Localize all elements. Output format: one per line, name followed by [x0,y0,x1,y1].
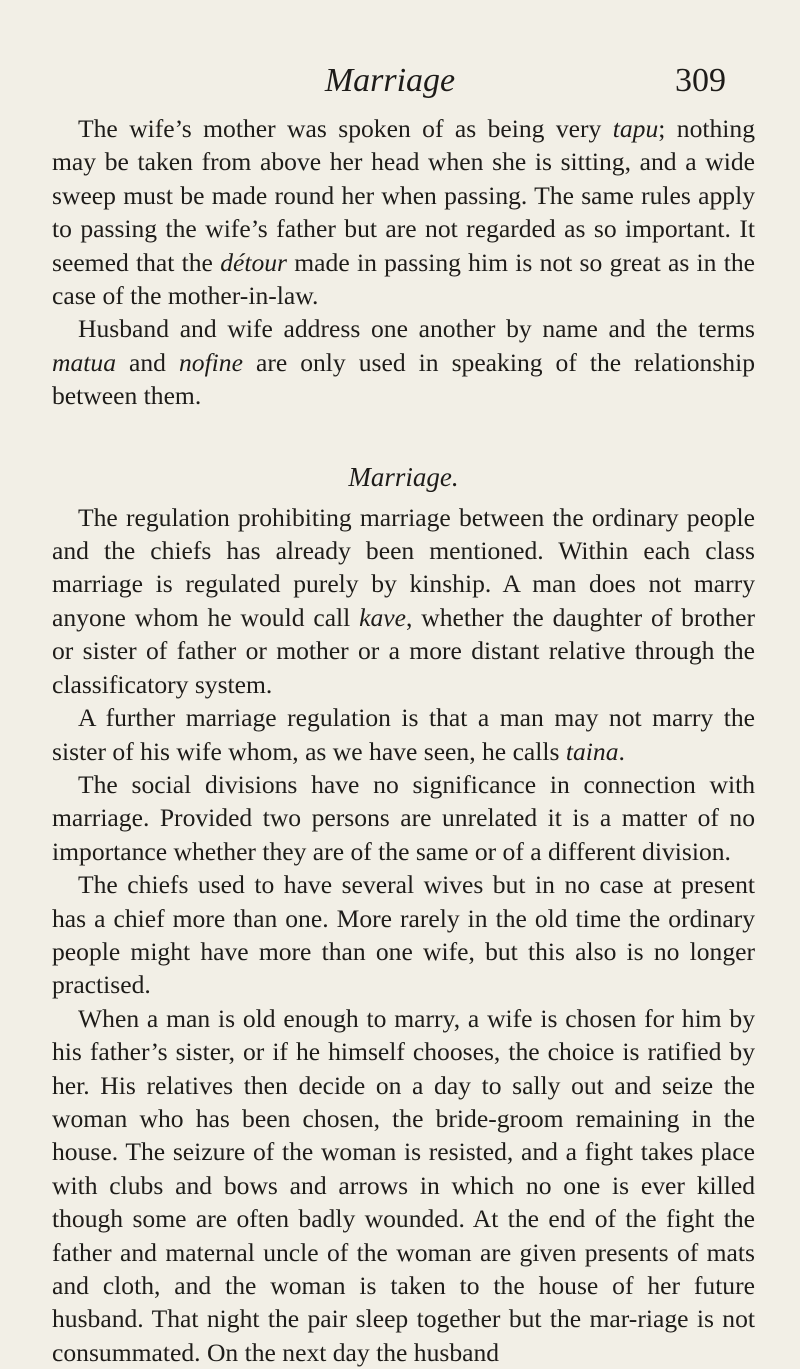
paragraph [52,868,755,1002]
italic-term: matua [52,347,116,377]
italic-term: nofine [178,347,243,377]
text-run: made in passing him is not so great as in the case of the mother-in-law. [52,247,755,311]
italic-term: kave [359,602,406,632]
page-number: 309 [675,62,726,99]
text-run: The social divisions have no significance in connection with marriage. Provided two persons are unrelated it is a matter of no importance whether they are of the same or of a different division. [52,769,755,866]
paragraph [52,312,755,412]
text-run: , whether the daughter of brother or sister of father or mother or a more distant relative through the classificatory system. [52,602,755,699]
text-run: The chiefs used to have several wives but in no case at present has a chief more than one. More rarely in the old time the ordinary people might have more than one wife, but this also is no longer practised. [52,870,755,1000]
running-head [0,62,800,102]
text-run: and [115,347,179,377]
text-run: Husband and wife address one another by name and the terms [78,314,755,344]
text-run: When a man is old enough to marry, a wife is chosen for him by his father’s sister, or if he himself chooses, the choice is ratified by her. His relatives then decide on a day to sally out and seize the woman who has been chosen, the bride-groom remaining in the house. The seizure of the woman is resisted, and a fight takes place with clubs and bows and arrows in which no one is ever killed though some are often badly wounded. At the end of the fight the father and maternal uncle of the woman are given presents of mats and cloth, and the woman is taken to the house of her future husband. That night the pair sleep together but the mar-riage is not consummated. On the next day the husband [52,1003,755,1367]
text-run: The wife’s mother was spoken of as being very [78,114,613,143]
body-text [52,112,755,1369]
section-heading: Marriage. [348,461,459,492]
section-paragraphs [52,501,755,1369]
text-run: are only used in speaking of the relationship between them. [52,347,755,411]
paragraph [52,701,755,768]
text-run: A further marriage regulation is that a man may not marry the sister of his wife whom, as we have seen, he calls [52,703,755,766]
italic-term: détour [220,247,288,277]
top-paragraphs [52,112,755,413]
paragraph [52,1002,755,1369]
italic-term: taina [565,736,619,766]
italic-term: tapu [612,114,659,143]
paragraph [52,768,755,868]
text-run: The regulation prohibiting marriage between the ordinary people and the chiefs has already been mentioned. Within each class marriage is regulated purely by kinship. A man does not marry anyone whom he would call [52,502,755,632]
paragraph [52,112,755,312]
running-title: Marriage [324,62,456,99]
text-run: . [618,736,625,766]
paragraph [52,501,755,701]
text-run: ; nothing may be taken from above her head when she is sitting, and a wide sweep must be made round her when passing. The same rules apply to passing the wife’s father but are not regarded as so important. It seemed that the [52,114,755,277]
